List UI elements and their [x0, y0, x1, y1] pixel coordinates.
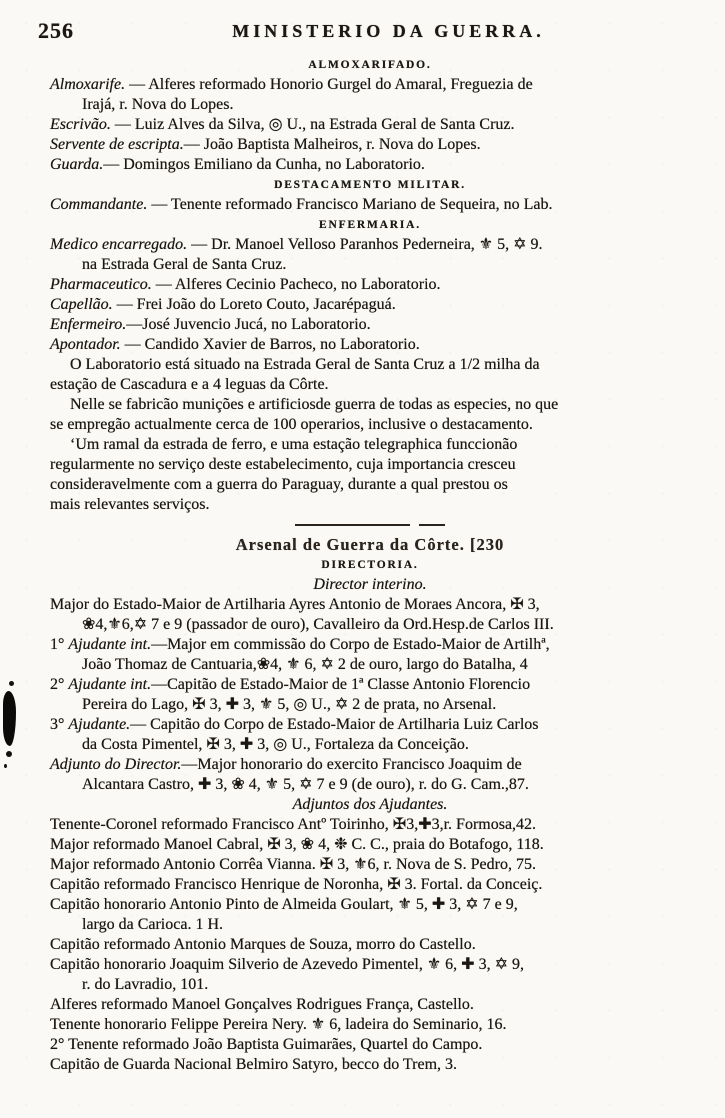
text-line — [50, 255, 690, 275]
ink-speck-artifact — [9, 681, 14, 686]
text-line — [50, 135, 690, 155]
body-text: —Major honorario do exercito Francisco Joaquim de — [181, 756, 522, 773]
text-line — [50, 275, 690, 295]
text-line — [50, 655, 690, 675]
text-line — [50, 355, 690, 375]
text-line — [50, 735, 690, 755]
office-title-text: Adjunto do Director. — [50, 756, 182, 773]
body-text: Alcantara Castro, ✚ 3, ❀ 4, ⚜ 5, ✡ 7 e 9 (de ouro), r. do G. Cam.,87. — [82, 776, 529, 793]
body-text: ‘Um ramal da estrada de ferro, e uma estação telegraphica funccionão — [70, 436, 518, 453]
text-line — [50, 995, 690, 1015]
body-text: O Laboratorio está situado na Estrada Geral de Santa Cruz a 1/2 milha da — [70, 356, 540, 373]
divider-line — [295, 524, 410, 526]
section-heading — [50, 55, 690, 75]
ink-smudge-artifact — [3, 691, 16, 746]
body-text: — João Baptista Malheiros, r. Nova do Lopes. — [183, 136, 481, 153]
body-text: 2° Tenente reformado João Baptista Guimarães, Quartel do Campo. — [50, 1036, 483, 1053]
office-title-text: Servente de escripta. — [50, 136, 184, 153]
text-line — [50, 395, 690, 415]
page-number: 256 — [38, 18, 74, 43]
body-text: — Alferes reformado Honorio Gurgel do Amaral, Freguezia de — [125, 76, 533, 93]
body-text: ENFERMARIA. — [319, 219, 421, 231]
ink-speck-artifact — [6, 751, 12, 757]
office-title-text: Escrivão. — [50, 116, 111, 133]
office-title-text: Capellão. — [50, 296, 113, 313]
body-text: Tenente honorario Felippe Pereira Nery. ⚜ 6, ladeira do Seminario, 16. — [50, 1016, 507, 1033]
text-line — [50, 635, 690, 655]
body-text: da Costa Pimentel, ✠ 3, ✚ 3, ◎ U., Fortaleza da Conceição. — [82, 736, 469, 753]
office-title-text: Almoxarife. — [50, 76, 126, 93]
body-text: — Dr. Manoel Velloso Paranhos Pederneira, ⚜ 5, ✡ 9. — [187, 236, 543, 253]
text-line — [50, 75, 690, 95]
page-title: MINISTERIO DA GUERRA. — [232, 21, 545, 41]
body-text: se empregão actualmente cerca de 100 operarios, inclusive o destacamento. — [50, 416, 533, 433]
office-title-text: Guarda. — [50, 156, 104, 173]
text-line — [50, 895, 690, 915]
body-text: DESTACAMENTO MILITAR. — [274, 179, 466, 191]
subsection-heading — [50, 795, 690, 815]
body-text: Alferes reformado Manoel Gonçalves Rodrigues França, Castello. — [50, 996, 474, 1013]
text-line — [50, 195, 690, 215]
text-line — [50, 335, 690, 355]
subsection-heading — [50, 575, 690, 595]
body-text: Adjuntos dos Ajudantes. — [292, 796, 448, 813]
body-text: DIRECTORIA. — [321, 559, 419, 571]
text-line — [50, 235, 690, 255]
text-line — [50, 155, 690, 175]
section-title — [50, 535, 690, 555]
office-title-text: Enfermeiro. — [50, 316, 127, 333]
text-line — [50, 435, 690, 455]
body-text: Irajá, r. Nova do Lopes. — [82, 96, 234, 113]
body-text: Capitão honorario Joaquim Silverio de Azevedo Pimentel, ⚜ 6, ✚ 3, ✡ 9, — [50, 956, 524, 973]
body-text: — Domingos Emiliano da Cunha, no Laboratorio. — [103, 156, 425, 173]
text-line — [50, 495, 690, 515]
text-line — [50, 1035, 690, 1055]
text-line — [50, 715, 690, 735]
body-text: Director interino. — [313, 576, 427, 593]
body-text: Capitão honorario Antonio Pinto de Almeida Goulart, ⚜ 5, ✚ 3, ✡ 7 e 9, — [50, 896, 518, 913]
body-text: — Alferes Cecinio Pacheco, no Laboratorio. — [151, 276, 441, 293]
office-title-text: Ajudante int. — [68, 636, 152, 653]
body-text: 2° — [50, 676, 69, 693]
body-text: 3° — [50, 716, 69, 733]
body-text: Nelle se fabricão munições e artificiosde guerra de todas as especies, no que — [70, 396, 559, 413]
body-text: João Thomaz de Cantuaria,❀4, ⚜ 6, ✡ 2 de ouro, largo do Batalha, 4 — [82, 656, 528, 673]
body-text: — Candido Xavier de Barros, no Laboratorio. — [120, 336, 420, 353]
body-text: Major reformado Antonio Corrêa Vianna. ✠ 3, ⚜6, r. Nova de S. Pedro, 75. — [50, 856, 536, 873]
body-text: Arsenal de Guerra da Côrte. [230 — [235, 535, 505, 554]
text-line — [50, 415, 690, 435]
section-heading — [50, 175, 690, 195]
body-text: —José Juvencio Jucá, no Laboratorio. — [126, 316, 371, 333]
office-title-text: Ajudante int. — [68, 676, 152, 693]
body-text: Capitão de Guarda Nacional Belmiro Satyro, becco do Trem, 3. — [50, 1056, 458, 1073]
body-text: —Major em commissão do Corpo de Estado-Maior de Artilhª, — [151, 636, 550, 653]
body-text: Pereira do Lago, ✠ 3, ✚ 3, ⚜ 5, ◎ U., ✡ 2 de prata, no Arsenal. — [82, 696, 497, 713]
body-text: consideravelmente com a guerra do Paraguay, durante a qual prestou os — [50, 476, 508, 493]
body-text: regularmente no serviço deste estabelecimento, cuja importancia cresceu — [50, 456, 516, 473]
text-line — [50, 1015, 690, 1035]
body-text: — Frei João do Loreto Couto, Jacarépaguá. — [112, 296, 396, 313]
section-heading — [50, 555, 690, 575]
body-text: — Tenente reformado Francisco Mariano de Sequeira, no Lab. — [147, 196, 553, 213]
office-title-text: Apontador. — [50, 336, 121, 353]
text-line — [50, 1055, 690, 1075]
text-line — [50, 755, 690, 775]
section-divider — [50, 515, 690, 535]
text-line — [50, 95, 690, 115]
text-line — [50, 695, 690, 715]
body-text: —Capitão de Estado-Maior de 1ª Classe Antonio Florencio — [151, 676, 531, 693]
body-text: mais relevantes serviços. — [50, 496, 210, 513]
text-line — [50, 475, 690, 495]
text-line — [50, 975, 690, 995]
body-text: na Estrada Geral de Santa Cruz. — [82, 256, 287, 273]
text-line — [50, 295, 690, 315]
body-text: — Capitão do Corpo de Estado-Maior de Artilharia Luiz Carlos — [130, 716, 539, 733]
body-text: Capitão reformado Francisco Henrique de Noronha, ✠ 3. Fortal. da Conceiç. — [50, 876, 543, 893]
body-text: Major do Estado-Maior de Artilharia Ayres Antonio de Moraes Ancora, ✠ 3, — [50, 596, 540, 613]
text-line — [50, 835, 690, 855]
text-line — [50, 915, 690, 935]
body-text: 1° — [50, 636, 69, 653]
ink-speck-artifact — [4, 764, 7, 768]
text-line — [50, 615, 690, 635]
text-line — [50, 375, 690, 395]
office-title-text: Commandante. — [50, 196, 148, 213]
body-text: estação de Cascadura e a 4 leguas da Côrte. — [50, 376, 329, 393]
office-title-text: Pharmaceutico. — [50, 276, 152, 293]
body-text: ❀4,⚜6,✡ 7 e 9 (passador de ouro), Cavalleiro da Ord.Hesp.de Carlos III. — [82, 616, 554, 633]
body-text: Major reformado Manoel Cabral, ✠ 3, ❀ 4, ❉ C. C., praia do Botafogo, 118. — [50, 836, 544, 853]
document-body — [50, 55, 690, 1075]
body-text: — Luiz Alves da Silva, ◎ U., na Estrada Geral de Santa Cruz. — [110, 116, 515, 133]
text-line — [50, 875, 690, 895]
text-line — [50, 455, 690, 475]
body-text: ALMOXARIFADO. — [308, 59, 432, 71]
text-line — [50, 315, 690, 335]
text-line — [50, 955, 690, 975]
body-text: r. do Lavradio, 101. — [82, 976, 209, 993]
text-line — [50, 775, 690, 795]
text-line — [50, 115, 690, 135]
divider-dash — [419, 524, 445, 526]
office-title-text: Medico encarregado. — [50, 236, 188, 253]
body-text: Capitão reformado Antonio Marques de Souza, morro do Castello. — [50, 936, 476, 953]
text-line — [50, 595, 690, 615]
section-heading — [50, 215, 690, 235]
office-title-text: Ajudante. — [68, 716, 131, 733]
body-text: Tenente-Coronel reformado Francisco Antº Toirinho, ✠3,✚3,r. Formosa,42. — [50, 816, 537, 833]
text-line — [50, 815, 690, 835]
body-text: largo da Carioca. 1 H. — [82, 916, 223, 933]
text-line — [50, 675, 690, 695]
text-line — [50, 935, 690, 955]
text-line — [50, 855, 690, 875]
